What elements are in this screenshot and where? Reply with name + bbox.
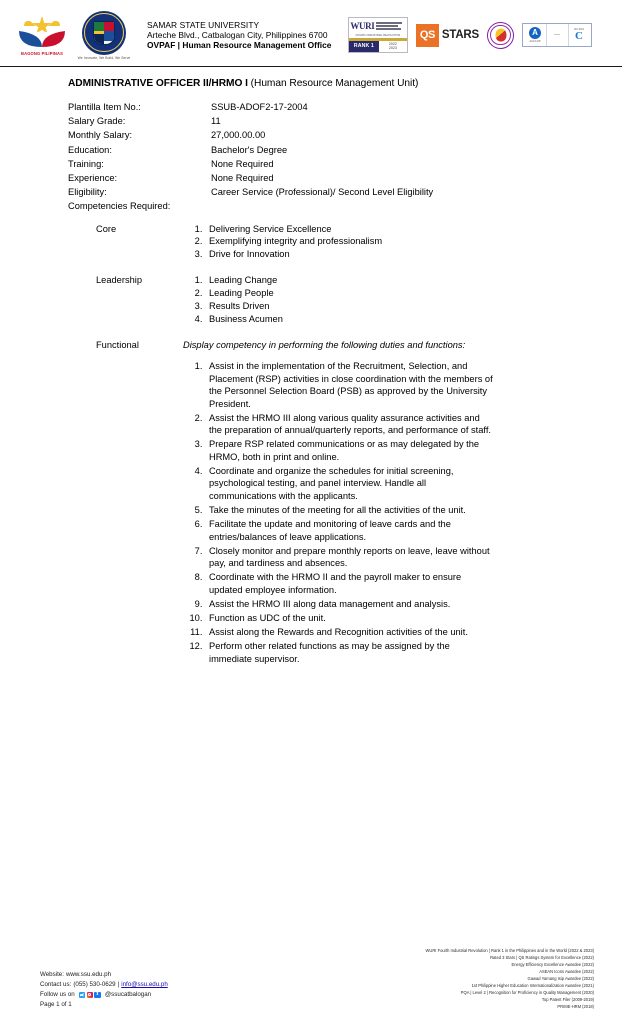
left-logo-group bbox=[14, 11, 331, 60]
field-label: Monthly Salary: bbox=[68, 130, 133, 141]
field-value: Bachelor's Degree bbox=[211, 144, 288, 155]
footer-contact-block bbox=[40, 970, 168, 1010]
page-title bbox=[68, 78, 582, 89]
list-item: 1. Delivering Service Excellence bbox=[205, 223, 493, 235]
accreditation-line: WURI Fourth Industrial Revolution | Rank 1 in the Philippines and in the World (2022 & 2023) bbox=[425, 947, 594, 953]
accreditation-line: PRIME-HRM (2018) bbox=[557, 1003, 594, 1009]
ssu-seal-icon bbox=[82, 11, 126, 55]
footer-website-row bbox=[40, 970, 168, 980]
ssu-seal-caption: We Innovate, We Build, We Serve bbox=[77, 55, 131, 60]
instagram-icon[interactable] bbox=[87, 992, 94, 999]
job-title-text: ADMINISTRATIVE OFFICER II/HRMO I bbox=[68, 78, 248, 89]
cert-a-mark: A bbox=[529, 27, 541, 39]
list-item: 3. Prepare RSP related communications or as may delegated by the HRMO, both in print and online. bbox=[205, 438, 493, 463]
facebook-icon[interactable] bbox=[94, 992, 101, 999]
page-indicator: Page 1 of 1 bbox=[40, 1000, 72, 1008]
footer-social-row bbox=[40, 990, 168, 1000]
twitter-icon[interactable] bbox=[79, 992, 86, 999]
wuri-years bbox=[379, 41, 407, 52]
competency-items-functional bbox=[182, 338, 494, 679]
field-value: SSUB-ADOF2-17-2004 bbox=[211, 102, 308, 112]
bagong-pilipinas-icon bbox=[16, 14, 68, 50]
field-value: None Required bbox=[211, 173, 274, 184]
functional-intro-text: Display competency in performing the following duties and functions: bbox=[183, 339, 466, 350]
field-value: 27,000.00.00 bbox=[211, 130, 266, 141]
table-row bbox=[68, 159, 433, 173]
qs-stars-badge-icon bbox=[416, 24, 479, 47]
field-value bbox=[211, 201, 433, 215]
contact-separator: | bbox=[117, 980, 120, 988]
cert-iso-label: ISO 9001 bbox=[573, 28, 585, 31]
competency-row-core bbox=[68, 222, 494, 274]
follow-label: Follow us on bbox=[40, 990, 75, 998]
accreditation-line: Rated 3 Stars | QS Ratings System for Excellence (2022) bbox=[490, 954, 594, 960]
contact-email-link[interactable]: info@ssu.edu.ph bbox=[121, 980, 168, 988]
wuri-year-1: 2022 bbox=[388, 42, 397, 46]
cert-accreditation-cell bbox=[525, 24, 547, 46]
competency-category-label: Core bbox=[96, 223, 117, 234]
table-row bbox=[68, 173, 433, 187]
accreditation-seal-icon bbox=[487, 22, 514, 49]
cert-divider-cell bbox=[547, 24, 569, 46]
list-item: 3. Results Driven bbox=[205, 300, 493, 312]
cert-dash-mark: — bbox=[554, 32, 560, 38]
table-row bbox=[68, 187, 433, 201]
competency-category-label: Functional bbox=[96, 339, 139, 350]
competencies-table bbox=[68, 222, 494, 679]
accreditation-line: Energy Efficiency Excellence Awardee (2022) bbox=[511, 961, 594, 967]
field-label: Education: bbox=[68, 144, 112, 155]
competency-row-functional bbox=[68, 338, 494, 679]
header-divider bbox=[0, 66, 622, 67]
list-item: 2. Assist the HRMO III along various quality assurance activities and the preparation of annual/quarterly reports, and performance of staff. bbox=[205, 412, 493, 437]
field-label: Eligibility: bbox=[68, 187, 107, 198]
list-item: 3. Drive for Innovation bbox=[205, 248, 493, 260]
cert-a-sublabel: AACCUP bbox=[529, 39, 541, 43]
qs-logo: QS bbox=[416, 24, 439, 47]
wuri-wordmark: WURI bbox=[350, 21, 375, 32]
document-body bbox=[0, 78, 622, 679]
table-row bbox=[68, 201, 433, 215]
table-row bbox=[68, 102, 433, 116]
competency-items-core bbox=[182, 222, 494, 274]
job-title-unit: (Human Resource Management Unit) bbox=[247, 78, 419, 89]
cert-iso-cell bbox=[569, 24, 590, 46]
list-item: 8. Coordinate with the HRMO II and the payroll maker to ensure updated employee information. bbox=[205, 571, 493, 596]
accreditation-line: ASEAN Icons Awardee (2022) bbox=[539, 968, 594, 974]
list-item: 4. Business Acumen bbox=[205, 313, 493, 325]
list-item: 11. Assist along the Rewards and Recognition activities of the unit. bbox=[205, 626, 493, 639]
website-label: Website: bbox=[40, 970, 64, 978]
field-label: Training: bbox=[68, 158, 104, 169]
bagong-pilipinas-logo bbox=[14, 14, 70, 56]
list-item: 4. Coordinate and organize the schedules for initial screening, psychological testing, and panel interview. Handle all communications with the applicants. bbox=[205, 465, 493, 503]
cert-c-mark: C bbox=[575, 30, 583, 42]
accreditation-line: Gawad Yamang Isip Awardee (2022) bbox=[527, 975, 594, 981]
accreditation-badge-group bbox=[348, 17, 608, 53]
university-name: SAMAR STATE UNIVERSITY bbox=[147, 19, 260, 30]
page-footer bbox=[0, 946, 622, 1024]
list-item: 1. Leading Change bbox=[205, 274, 493, 286]
competency-category-label: Leadership bbox=[96, 275, 143, 286]
office-name: OVPAF | Human Resource Management Office bbox=[147, 40, 332, 51]
list-item: 12. Perform other related functions as may be assigned by the immediate supervisor. bbox=[205, 640, 493, 665]
field-label: Experience: bbox=[68, 173, 118, 184]
position-details-table bbox=[68, 102, 433, 216]
field-label: Competencies Required: bbox=[68, 201, 171, 212]
contact-number: (055) 530-0629 bbox=[73, 980, 116, 988]
field-value: None Required bbox=[211, 158, 274, 169]
core-competency-list bbox=[183, 223, 493, 261]
list-item: 1. Assist in the implementation of the Recruitment, Selection, and Placement (RSP) activities in close coordination with the members of the Personnel Selection Board (PSB) as approved by the University President. bbox=[205, 360, 493, 410]
wuri-rank-label: RANK 1 bbox=[349, 41, 379, 52]
qs-stars-label: STARS bbox=[441, 29, 479, 41]
list-item: 7. Closely monitor and prepare monthly reports on leave, leave without pay, and tardiness and absences. bbox=[205, 545, 493, 570]
university-address: Arteche Blvd., Catbalogan City, Philippines 6700 bbox=[147, 29, 328, 40]
ssu-seal-logo bbox=[77, 11, 131, 60]
accreditation-line: PQA | Level 2 | Recognition for Proficiency in Quality Management (2020) bbox=[460, 989, 594, 995]
footer-contact-row bbox=[40, 980, 168, 990]
wuri-tagline-lines bbox=[376, 18, 407, 34]
list-item: 9. Assist the HRMO III along data management and analysis. bbox=[205, 598, 493, 611]
field-value: 11 bbox=[211, 116, 221, 127]
leadership-competency-list bbox=[183, 274, 493, 325]
competency-items-leadership bbox=[182, 273, 494, 337]
footer-accreditations-block bbox=[426, 947, 594, 1010]
field-value: Career Service (Professional)/ Second Level Eligibility bbox=[211, 187, 434, 198]
website-value: www.ssu.edu.ph bbox=[65, 970, 112, 978]
wuri-badge-icon bbox=[348, 17, 408, 53]
certification-badge-icon bbox=[522, 23, 592, 47]
social-icon-group bbox=[79, 992, 101, 999]
table-row bbox=[68, 116, 433, 130]
wuri-subcaption: FOURTH INDUSTRIAL REVOLUTION bbox=[355, 33, 401, 37]
field-label: Plantilla Item No.: bbox=[68, 102, 141, 112]
list-item: 2. Exemplifying integrity and professionalism bbox=[205, 235, 493, 247]
accreditation-line: Top Patent Filer (2009-2019) bbox=[541, 996, 594, 1002]
list-item: 6. Facilitate the update and monitoring of leave cards and the entries/balances of leave applications. bbox=[205, 518, 493, 543]
duties-list bbox=[183, 360, 493, 665]
contact-label: Contact us: bbox=[40, 980, 72, 988]
list-item: 10. Function as UDC of the unit. bbox=[205, 612, 493, 625]
competency-row-leadership bbox=[68, 273, 494, 337]
field-label: Salary Grade: bbox=[68, 116, 126, 127]
list-item: 5. Take the minutes of the meeting for all the activities of the unit. bbox=[205, 504, 493, 517]
list-item: 2. Leading People bbox=[205, 287, 493, 299]
table-row bbox=[68, 145, 433, 159]
letterhead bbox=[0, 0, 622, 66]
university-identity-block bbox=[147, 20, 331, 51]
accreditation-line: 1st Philippine Higher Education Internationalization Awardee (2021) bbox=[471, 982, 594, 988]
bagong-pilipinas-caption: BAGONG PILIPINAS bbox=[21, 51, 63, 56]
wuri-year-2: 2023 bbox=[388, 46, 397, 51]
social-handle: @ssucatbalogan bbox=[104, 990, 152, 998]
table-row bbox=[68, 130, 433, 144]
